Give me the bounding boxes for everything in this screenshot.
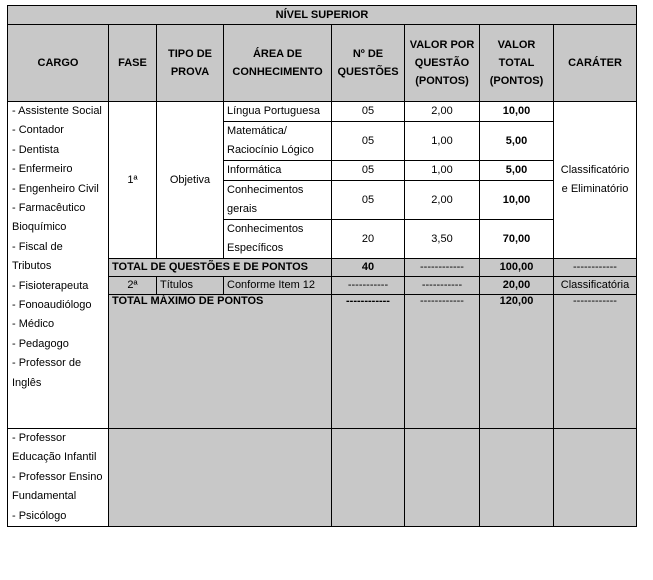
table-container [7,5,637,527]
area-cell: Matemática/ Raciocínio Lógico [224,122,332,161]
tipo-objetiva: Objetiva [157,102,224,259]
header-cargo: CARGO [8,25,109,102]
cargo-item: - Psicólogo [12,509,67,522]
total-maximo-label: TOTAL MÁXIMO DE PONTOS [109,295,332,429]
header-valor-total: VALOR TOTAL (PONTOS) [480,25,554,102]
total-cell: 10,00 [480,102,554,122]
cargo-item: - Contador [12,124,64,137]
total-maximo-valor: ------------ [405,295,480,429]
titulos-total: 20,00 [480,277,554,295]
cargo-list-1 [8,102,109,429]
total-maximo-carater: ------------ [554,295,637,429]
area-cell: Informática [224,161,332,181]
num-cell: 05 [332,102,405,122]
titulos-carater: Classificatória [554,277,637,295]
empty-cell [332,429,405,527]
cargo-item: - Pedagogo [12,337,69,350]
area-cell: Conhecimentos gerais [224,181,332,220]
fase-2: 2ª [109,277,157,295]
total-cell: 70,00 [480,220,554,259]
total-cell: 10,00 [480,181,554,220]
cargo-item: - Assistente Social [12,105,102,117]
empty-cell [554,429,637,527]
total-maximo-total: 120,00 [480,295,554,429]
total-maximo-num: ------------ [332,295,405,429]
num-cell: 05 [332,161,405,181]
total-questoes-num: 40 [332,259,405,277]
header-num-questoes: Nº DE QUESTÕES [332,25,405,102]
valor-cell: 1,00 [405,122,480,161]
cargo-item: - Professor de Inglês [12,357,82,389]
cargo-item: - Professor Educação Infantil [12,432,97,464]
empty-cell [480,429,554,527]
table-title: NÍVEL SUPERIOR [8,6,637,25]
cargo-item: - Enfermeiro [12,163,73,176]
num-cell: 05 [332,122,405,161]
cargo-item: - Fisioterapeuta [12,279,89,292]
header-fase: FASE [109,25,157,102]
cargo-item: - Dentista [12,143,60,156]
total-questoes-label: TOTAL DE QUESTÕES E DE PONTOS [109,259,332,277]
empty-cell [109,429,332,527]
valor-cell: 1,00 [405,161,480,181]
empty-cell [405,429,480,527]
cargo-item: - Fiscal de Tributos [12,240,63,273]
valor-cell: 2,00 [405,181,480,220]
cargo-item: - Fonoaudiólogo [12,299,92,312]
total-questoes-carater: ------------ [554,259,637,277]
fase-1: 1ª [109,102,157,259]
cargo-item: - Farmacêutico Bioquímico [12,202,86,234]
header-carater: CARÁTER [554,25,637,102]
cargo-list-2 [8,429,109,527]
cargo-item: - Engenheiro Civil [12,182,99,195]
cargo-item: - Médico [12,318,55,331]
total-questoes-valor: ------------ [405,259,480,277]
total-cell: 5,00 [480,161,554,181]
cargo-item: - Professor Ensino Fundamental [12,470,103,503]
titulos-num: ----------- [332,277,405,295]
valor-cell: 3,50 [405,220,480,259]
titulos-area: Conforme Item 12 [224,277,332,295]
area-cell: Língua Portuguesa [224,102,332,122]
header-tipo-prova: TIPO DE PROVA [157,25,224,102]
header-area: ÁREA DE CONHECIMENTO [224,25,332,102]
valor-cell: 2,00 [405,102,480,122]
carater-1: Classificatório e Eliminatório [554,102,637,259]
tipo-titulos: Títulos [157,277,224,295]
total-cell: 5,00 [480,122,554,161]
score-table [7,5,637,527]
total-questoes-total: 100,00 [480,259,554,277]
titulos-valor: ----------- [405,277,480,295]
num-cell: 05 [332,181,405,220]
area-cell: Conhecimentos Específicos [224,220,332,259]
num-cell: 20 [332,220,405,259]
header-valor-questao: VALOR POR QUESTÃO (PONTOS) [405,25,480,102]
